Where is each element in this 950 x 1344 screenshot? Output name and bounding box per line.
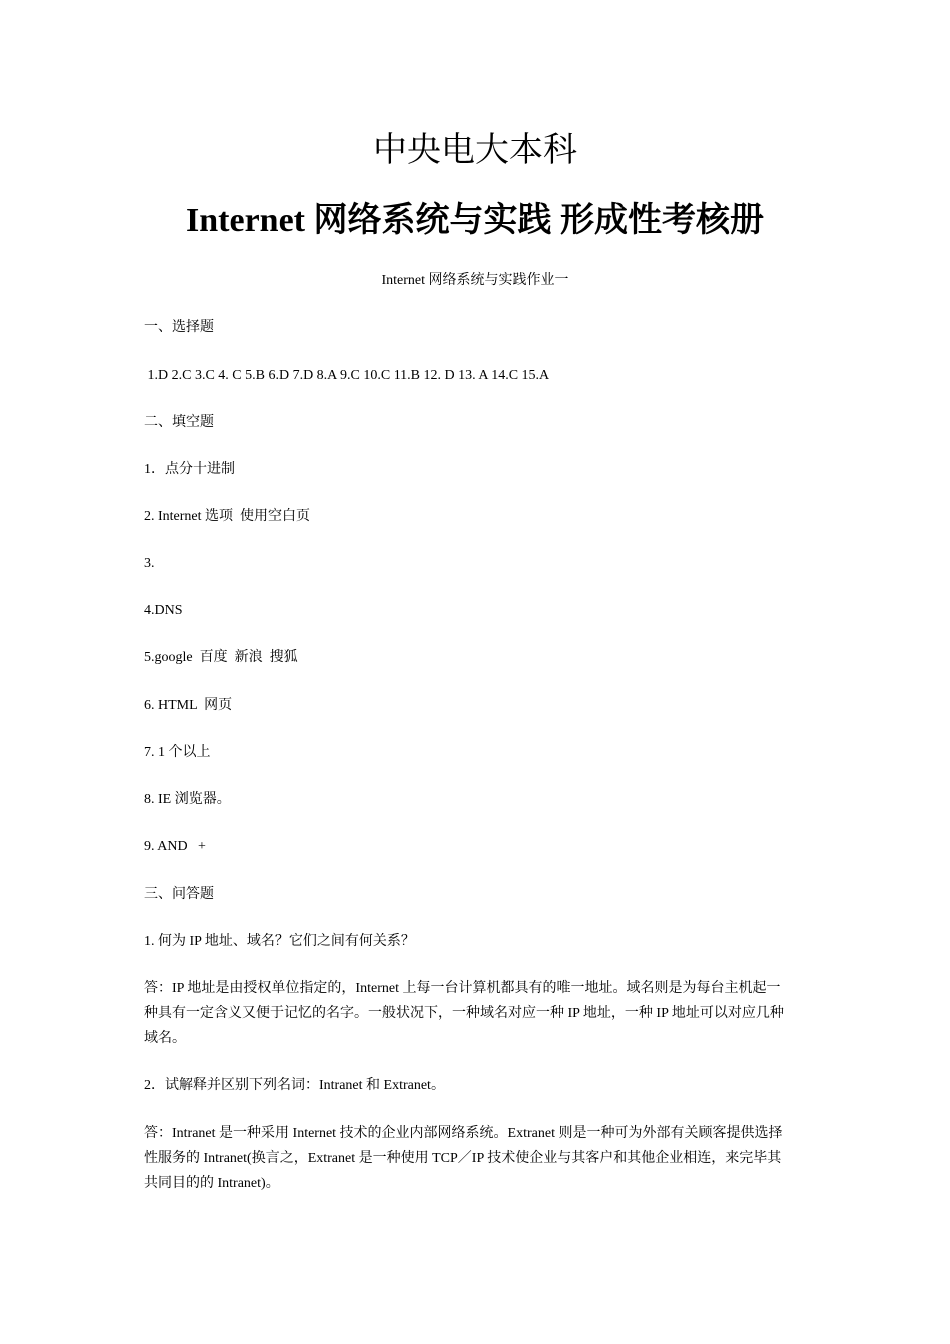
fill-item-1: 1．点分十进制 bbox=[144, 462, 235, 477]
answer-1-line: 种具有一定含义又便于记忆的名字。一般状况下，一种域名对应一种 IP 地址，一种 IP 地址可以对应几种 bbox=[144, 1006, 784, 1021]
fill-item-8: 8. IE 浏览器。 bbox=[144, 792, 231, 807]
answer-2-line: 答：Intranet 是一种采用 Internet 技术的企业内部网络系统。Extranet 则是一种可为外部有关顾客提供选择 bbox=[144, 1126, 783, 1141]
answer-1-line: 答：IP 地址是由授权单位指定的，Internet 上每一台计算机都具有的唯一地址。域名则是为每台主机起一 bbox=[144, 981, 781, 996]
section-heading-qa: 三、问答题 bbox=[144, 887, 214, 902]
answer-1 bbox=[144, 976, 804, 1051]
section-heading-fill: 二、填空题 bbox=[144, 415, 214, 430]
choice-answers: 1.D 2.C 3.C 4. C 5.B 6.D 7.D 8.A 9.C 10.C 11.B 12. D 13. A 14.C 15.A bbox=[144, 368, 550, 383]
question-1: 1. 何为 IP 地址、域名？它们之间有何关系？ bbox=[144, 934, 415, 949]
question-2: 2．试解释并区别下列名词：Intranet 和 Extranet。 bbox=[144, 1078, 445, 1093]
fill-item-6: 6. HTML 网页 bbox=[144, 698, 233, 713]
answer-2 bbox=[144, 1121, 804, 1196]
section-heading-choice: 一、选择题 bbox=[144, 320, 214, 335]
document-title: 中央电大本科 bbox=[373, 130, 577, 170]
fill-item-5: 5.google 百度 新浪 搜狐 bbox=[144, 650, 298, 665]
fill-item-7: 7. 1 个以上 bbox=[144, 745, 211, 760]
fill-item-3: 3. bbox=[144, 556, 155, 571]
fill-item-4: 4.DNS bbox=[144, 603, 183, 618]
answer-1-line: 域名。 bbox=[144, 1031, 186, 1046]
answer-2-line: 性服务的 Intranet(换言之，Extranet 是一种使用 TCP／IP 技术使企业与其客户和其他企业相连，来完毕其 bbox=[144, 1151, 782, 1166]
answer-2-line: 共同目的的 Intranet)。 bbox=[144, 1176, 280, 1191]
fill-item-2: 2. Internet 选项 使用空白页 bbox=[144, 509, 311, 524]
assignment-title: Internet 网络系统与实践作业一 bbox=[381, 273, 569, 288]
document-subtitle: Internet 网络系统与实践 形成性考核册 bbox=[186, 202, 764, 239]
fill-item-9: 9. AND + bbox=[144, 839, 206, 854]
